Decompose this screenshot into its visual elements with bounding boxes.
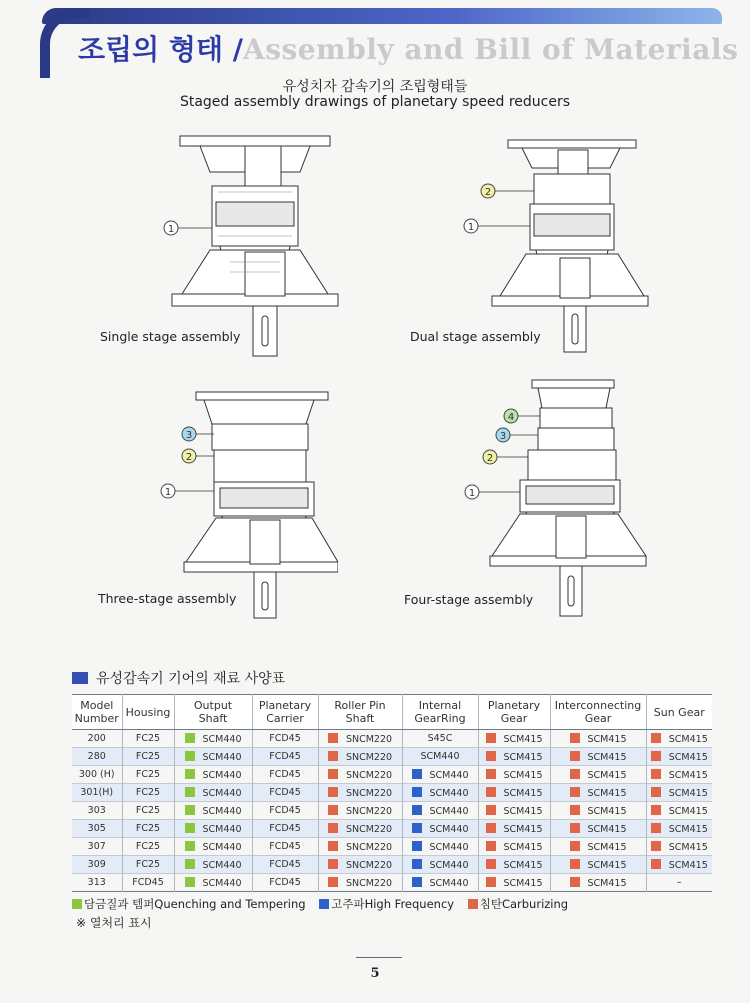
- cell-model: 200: [87, 733, 106, 744]
- heat-treatment-marker: [185, 841, 195, 851]
- cell-model: 305: [87, 823, 106, 834]
- cell-interconnecting-gear: SCM415: [550, 766, 646, 784]
- heat-treatment-marker: [185, 733, 195, 743]
- cell-roller-pin-shaft: SNCM220: [318, 748, 402, 766]
- heat-treatment-marker: [570, 733, 580, 743]
- drawing-three-stage: [158, 390, 338, 620]
- cell-planetary-gear: SCM415: [478, 748, 550, 766]
- cell-output-shaft: SCM440: [174, 784, 252, 802]
- svg-text:1: 1: [468, 488, 476, 499]
- heat-treatment-marker: [185, 805, 195, 815]
- table-row: [72, 802, 712, 820]
- heat-treatment-marker: [486, 733, 496, 743]
- heat-treatment-marker: [412, 859, 422, 869]
- cell-internal-gear-ring: SCM440: [402, 748, 478, 766]
- heat-treatment-legend: [72, 896, 578, 912]
- material-spec-table: [72, 694, 712, 892]
- cell-planetary-carrier: FCD45: [252, 874, 318, 892]
- cell-roller-pin-shaft: SNCM220: [318, 874, 402, 892]
- heat-treatment-marker: [651, 787, 661, 797]
- heat-treatment-marker: [185, 751, 195, 761]
- cell-sun-gear: SCM415: [646, 802, 712, 820]
- table-row: [72, 748, 712, 766]
- cell-sun-gear: SCM415: [646, 856, 712, 874]
- subtitle-ko: 유성치자 감속기의 조립형태들: [282, 79, 468, 95]
- table-row: [72, 784, 712, 802]
- cell-sun-gear: SCM415: [646, 784, 712, 802]
- cell-sun-gear: SCM415: [646, 838, 712, 856]
- heat-treatment-marker: [328, 751, 338, 761]
- col-header-housing: Housing: [122, 695, 174, 730]
- page-number-rule: [356, 957, 402, 958]
- col-header-planetary-carrier: Planetary Carrier: [252, 695, 318, 730]
- svg-text:1: 1: [167, 224, 175, 235]
- cell-internal-gear-ring: SCM440: [402, 838, 478, 856]
- cell-output-shaft: SCM440: [174, 874, 252, 892]
- cell-planetary-carrier: FCD45: [252, 730, 318, 748]
- cell-model: 301(H): [80, 787, 114, 798]
- cell-sun-gear: –: [646, 874, 712, 892]
- cell-internal-gear-ring: SCM440: [402, 784, 478, 802]
- drawing-single-stage: [150, 132, 360, 362]
- heat-treatment-marker: [651, 769, 661, 779]
- cell-roller-pin-shaft: SNCM220: [318, 856, 402, 874]
- heat-treatment-marker: [570, 787, 580, 797]
- page-title-en: Assembly and Bill of Materials: [242, 33, 739, 66]
- cell-model: 307: [87, 841, 106, 852]
- cell-planetary-gear: SCM415: [478, 730, 550, 748]
- svg-text:2: 2: [185, 452, 193, 463]
- cell-output-shaft: SCM440: [174, 838, 252, 856]
- cell-roller-pin-shaft: SNCM220: [318, 766, 402, 784]
- heat-treatment-marker: [651, 823, 661, 833]
- cell-model: 309: [87, 859, 106, 870]
- heat-treatment-marker: [486, 787, 496, 797]
- cell-interconnecting-gear: SCM415: [550, 874, 646, 892]
- heat-treatment-marker: [651, 751, 661, 761]
- heat-treatment-marker: [570, 841, 580, 851]
- heat-treatment-marker: [328, 823, 338, 833]
- cell-planetary-gear: SCM415: [478, 856, 550, 874]
- heat-treatment-marker: [486, 859, 496, 869]
- heat-treatment-marker: [328, 859, 338, 869]
- col-header-model: Model Number: [72, 695, 122, 730]
- cell-interconnecting-gear: SCM415: [550, 802, 646, 820]
- cell-sun-gear: SCM415: [646, 748, 712, 766]
- cell-housing: FCD45: [122, 874, 174, 892]
- legend-swatch-quenching: [72, 899, 82, 909]
- heat-treatment-marker: [651, 841, 661, 851]
- cell-internal-gear-ring: SCM440: [402, 820, 478, 838]
- legend-swatch-high-frequency: [319, 899, 329, 909]
- cell-output-shaft: SCM440: [174, 730, 252, 748]
- cell-housing: FC25: [122, 820, 174, 838]
- cell-model: 300 (H): [78, 769, 115, 780]
- cell-planetary-gear: SCM415: [478, 784, 550, 802]
- cell-output-shaft: SCM440: [174, 748, 252, 766]
- cell-output-shaft: SCM440: [174, 802, 252, 820]
- cell-output-shaft: SCM440: [174, 820, 252, 838]
- caption-three-stage: Three-stage assembly: [98, 591, 237, 606]
- cell-interconnecting-gear: SCM415: [550, 784, 646, 802]
- heat-treatment-marker: [486, 823, 496, 833]
- heat-treatment-marker: [486, 769, 496, 779]
- cell-internal-gear-ring: S45C: [402, 730, 478, 748]
- col-header-roller-pin-shaft: Roller Pin Shaft: [318, 695, 402, 730]
- cell-housing: FC25: [122, 766, 174, 784]
- header-band: [42, 8, 722, 24]
- heat-treatment-marker: [486, 805, 496, 815]
- page-title-separator: /: [232, 33, 243, 66]
- heat-treatment-note: ※ 열처리 표시: [76, 916, 152, 930]
- cell-interconnecting-gear: SCM415: [550, 748, 646, 766]
- heat-treatment-marker: [412, 841, 422, 851]
- heat-treatment-marker: [570, 823, 580, 833]
- caption-four-stage: Four-stage assembly: [404, 592, 534, 607]
- cell-model: 313: [87, 877, 106, 888]
- cell-internal-gear-ring: SCM440: [402, 802, 478, 820]
- cell-roller-pin-shaft: SNCM220: [318, 784, 402, 802]
- col-header-interconnecting-gear: Interconnecting Gear: [550, 695, 646, 730]
- col-header-planetary-gear: Planetary Gear: [478, 695, 550, 730]
- svg-text:2: 2: [486, 453, 494, 464]
- table-title: [72, 668, 285, 688]
- table-row: [72, 766, 712, 784]
- cell-planetary-gear: SCM415: [478, 820, 550, 838]
- table-row: [72, 820, 712, 838]
- heat-treatment-marker: [486, 751, 496, 761]
- cell-interconnecting-gear: SCM415: [550, 820, 646, 838]
- heat-treatment-marker: [486, 877, 496, 887]
- cell-planetary-gear: SCM415: [478, 802, 550, 820]
- cell-sun-gear: SCM415: [646, 820, 712, 838]
- heat-treatment-marker: [185, 859, 195, 869]
- heat-treatment-marker: [185, 787, 195, 797]
- heat-treatment-marker: [328, 805, 338, 815]
- caption-dual-stage: Dual stage assembly: [410, 329, 541, 344]
- cell-interconnecting-gear: SCM415: [550, 730, 646, 748]
- cell-housing: FC25: [122, 802, 174, 820]
- cell-planetary-gear: SCM415: [478, 838, 550, 856]
- page-title: [78, 28, 738, 68]
- heat-treatment-marker: [486, 841, 496, 851]
- cell-planetary-carrier: FCD45: [252, 820, 318, 838]
- cell-planetary-carrier: FCD45: [252, 784, 318, 802]
- table-title-marker: [72, 672, 88, 684]
- cell-housing: FC25: [122, 784, 174, 802]
- heat-treatment-marker: [570, 751, 580, 761]
- table-row: [72, 730, 712, 748]
- heat-treatment-marker: [651, 859, 661, 869]
- cell-housing: FC25: [122, 838, 174, 856]
- drawing-four-stage: [460, 378, 650, 618]
- cell-model: 303: [87, 805, 106, 816]
- heat-treatment-marker: [651, 805, 661, 815]
- cell-roller-pin-shaft: SNCM220: [318, 730, 402, 748]
- col-header-internal-gear-ring: Internal GearRing: [402, 695, 478, 730]
- subtitle-en: Staged assembly drawings of planetary speed reducers: [179, 94, 571, 110]
- heat-treatment-marker: [412, 877, 422, 887]
- heat-treatment-marker: [412, 823, 422, 833]
- table-row: [72, 838, 712, 856]
- cell-housing: FC25: [122, 748, 174, 766]
- svg-text:2: 2: [484, 187, 492, 198]
- cell-planetary-carrier: FCD45: [252, 802, 318, 820]
- cell-housing: FC25: [122, 856, 174, 874]
- cell-output-shaft: SCM440: [174, 856, 252, 874]
- heat-treatment-marker: [570, 877, 580, 887]
- cell-planetary-gear: SCM415: [478, 766, 550, 784]
- cell-housing: FC25: [122, 730, 174, 748]
- svg-text:1: 1: [467, 222, 475, 233]
- cell-planetary-carrier: FCD45: [252, 856, 318, 874]
- heat-treatment-marker: [185, 877, 195, 887]
- cell-planetary-carrier: FCD45: [252, 766, 318, 784]
- cell-roller-pin-shaft: SNCM220: [318, 820, 402, 838]
- cell-interconnecting-gear: SCM415: [550, 856, 646, 874]
- col-header-sun-gear: Sun Gear: [646, 695, 712, 730]
- heat-treatment-marker: [651, 733, 661, 743]
- heat-treatment-marker: [328, 787, 338, 797]
- cell-internal-gear-ring: SCM440: [402, 856, 478, 874]
- heat-treatment-marker: [328, 769, 338, 779]
- table-title-text: 유성감속기 기어의 재료 사양표: [96, 671, 286, 687]
- table-row: [72, 874, 712, 892]
- svg-text:3: 3: [185, 430, 193, 441]
- cell-interconnecting-gear: SCM415: [550, 838, 646, 856]
- heat-treatment-marker: [570, 769, 580, 779]
- cell-output-shaft: SCM440: [174, 766, 252, 784]
- heat-treatment-marker: [328, 841, 338, 851]
- cell-sun-gear: SCM415: [646, 730, 712, 748]
- cell-internal-gear-ring: SCM440: [402, 874, 478, 892]
- cell-planetary-carrier: FCD45: [252, 748, 318, 766]
- legend-swatch-carburizing: [468, 899, 478, 909]
- drawing-dual-stage: [460, 138, 650, 353]
- heat-treatment-marker: [570, 805, 580, 815]
- heat-treatment-marker: [570, 859, 580, 869]
- col-header-output-shaft: Output Shaft: [174, 695, 252, 730]
- heat-treatment-marker: [412, 805, 422, 815]
- page-number: 5: [370, 966, 380, 981]
- cell-planetary-gear: SCM415: [478, 874, 550, 892]
- page-title-ko: 조립의 형태: [78, 33, 223, 66]
- svg-text:4: 4: [507, 412, 515, 423]
- caption-single-stage: Single stage assembly: [100, 329, 241, 344]
- table-row: [72, 856, 712, 874]
- cell-planetary-carrier: FCD45: [252, 838, 318, 856]
- legend-item-carburizing: 침탄Carburizing: [468, 897, 568, 911]
- legend-item-high-frequency: 고주파High Frequency: [319, 897, 454, 911]
- cell-roller-pin-shaft: SNCM220: [318, 838, 402, 856]
- cell-model: 280: [87, 751, 106, 762]
- cell-internal-gear-ring: SCM440: [402, 766, 478, 784]
- heat-treatment-marker: [412, 769, 422, 779]
- svg-text:1: 1: [164, 487, 172, 498]
- table-header-row: [72, 695, 712, 730]
- heat-treatment-marker: [185, 823, 195, 833]
- heat-treatment-marker: [328, 877, 338, 887]
- svg-text:3: 3: [499, 431, 507, 442]
- legend-item-quenching: 담금질과 템퍼Quenching and Tempering: [72, 897, 306, 911]
- cell-sun-gear: SCM415: [646, 766, 712, 784]
- cell-roller-pin-shaft: SNCM220: [318, 802, 402, 820]
- heat-treatment-marker: [328, 733, 338, 743]
- heat-treatment-marker: [185, 769, 195, 779]
- heat-treatment-marker: [412, 787, 422, 797]
